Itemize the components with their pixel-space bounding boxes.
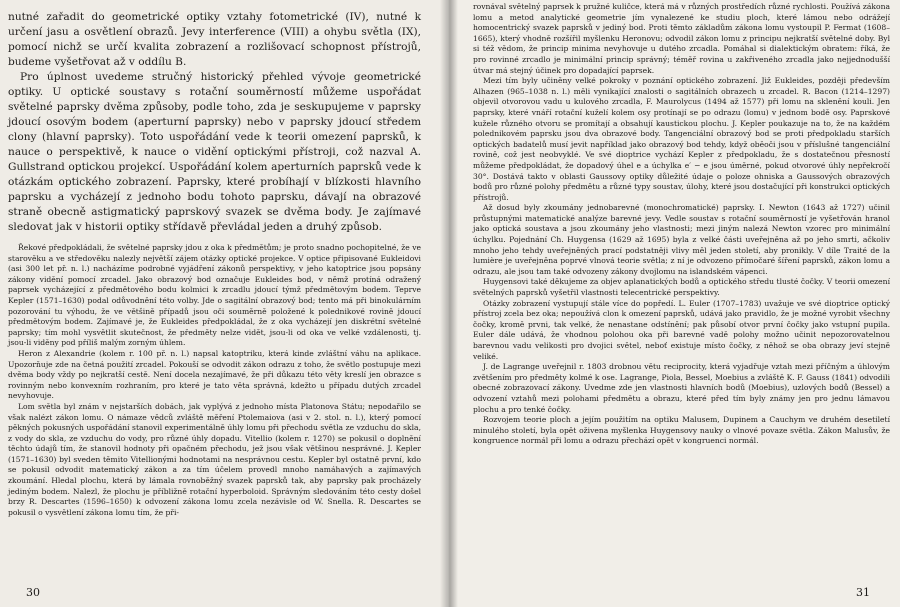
paragraph: Řekové předpokládali, že světelné paprsky jdou z oka k předmětům; je proto snadno pochopitelné, že ve starověku a ve středověku nalezly největší zájem otázky optické projekce. V optice připisované Eukleidovi (asi 300 let př. n. l.) nacházíme podrobné vyjádření zákonů perspektivy, v jeho katoptrice jsou popsány zákony vidění pomocí zrcadel. Jako obrazový bod označuje Eukleides bod, v němž protíná odražený paprsek vycházející z předmětového bodu kolmici k zrcadlu jdoucí týmž předmětovým bodem. Teprve Kepler (1571–1630) podal odůvodnění této volby. Jde o sagitální obrazový bod; tento má při binokulárním pozorování tu výhodu, že ve většině případů jsou oči souměrně položené k polednikové rovině jdoucí předmětovým bodem. Zajímavé je, že Eukleides předpokládal, že z oka vycházejí jen diskrétní světelné paprsky; tím mohl vysvětlit skutečnost, že předměty nelze vidět, jsou-li od oka ve velké vzdálenosti, tj. jsou-li viděny pod příliš malým zorným úhlem. [8,243,421,348]
paragraph: rovnával světelný paprsek k pružné kuličce, která má v různých prostředích různé rychlosti. Používá zákona lomu a metod analytické geometrie jím vynalezené ke studiu ploch, které lámou nebo odrážejí homocentrický svazek paprsků v jediný bod. Proti těmto základům zákona lomu vystoupil P. Fermat (1608–1665), který vhodně rozšířil myšlenku Heronovu; odvodil zákon lomu z principu nejkratší světelné doby. Byl si též vědom, že princip minima nevyhovuje u dutého zrcadla. Pomáhal si dialektickým obratem: říká, že pro rovinné zrcadlo je minimální princip správný; téměř rovina u zakřiveného zrcadla jako nejjednodušší útvar má stejný účinek pro dopadající paprsek. [473,2,890,75]
paragraph: Až dosud byly zkoumány jednobarevné (monochromatické) paprsky. I. Newton (1643 až 1727) učinil průstupnými matematické analýze barevné jevy. Vedle soustav s rotační souměrností je vyšetřován hranol jako optická soustava a jsou zkoumány jeho vlastnosti; mezi jiným nalezá Newton vzorec pro minimální úchylku. Pojednání Ch. Huygensa (1629 až 1695) byla z velké části uveřejněna až po jeho smrti, ačkoliv mnoho jeho tehdy uveřejněných prací podstatněji vlivy měl jeden století, aby pronikly. V díle Traité de la lumière je uveřejněna poprvé vlnová teorie světla; z ní je odvozeno přímočaré šíření paprsků, zákon lomu a odrazu, ale jsou tam také odvozeny zákony dvojlomu na islandském vápenci. [473,203,890,276]
page-number: 30 [26,586,40,599]
large-type-section [8,10,421,235]
paragraph: Otázky zobrazení vystupují stále více do popředí. L. Euler (1707–1783) uvažuje ve své dioptrice optický přístroj zcela bez oka; nepoužívá clon k omezení paprsků, udává jako pravidlo, že je možné vyrobit všechny čočky, kromě prvni, tak velké, že nenastane odstínění; pak působí otvor první čočky jako vstupní pupila. Euler dále udává, že vhodnou polohou oka při barevné vadě polohy možno učinit nepozorovatelnou barevnou vadu velikosti pro dvojici světel, neboť existuje místo čočky, z něhož se oba obrazy jeví stejně veliké. [473,298,890,361]
paragraph: Mezi tím byly učiněny velké pokroky v poznání optického zobrazení. Již Eukleides, později především Alhazen (965–1038 n. l.) měli vynikající znalosti o sagitálních obrazech u zrcadel. R. Bacon (1214–1297) objevil otvorovou vadu u kulového zrcadla, F. Maurolycus (1494 až 1577) při lomu na sklenění kouli. Jen paprsky, které vnáří rotační kuželí kolem osy protínají se po odrazu (lomu) v jednom bodě osy. Paprskové kužele různého otvoru se promítají a obsahují kaustickou plochu. J. Kepler poukazuje na to, že na každém polednikovém paprsku jsou dva obrazové body. Tangenciální obrazový bod se proti předpokladu starších optických badatelů musí jevit například jako obrazový bod tehdy, když oběoči jsou v příslušné tangenciální rovině, což jest neobvyklé. Ve své dioptrice vychází Kepler z předpokladu, že s dostatečnou přesností můžeme předpokládat, že dopadový úhel e a úchylka e′ − e jsou úměrné, pokud otvorové úhly nepřekročí 30°. Dostává takto v oblasti Gaussovy optiky důležité údaje o poloze ohniska a Gaussových obrazových bodů pro různé polohy předmětu a různé typy soustav, úlohy, které jsou dostačující při konstrukci optických přístrojů. [473,76,890,202]
small-type-section [473,2,890,447]
paragraph: nutné zařadit do geometrické optiky vztahy fotometrické (IV), nutné k určení jasu a osvětlení obrazů. Jevy interference (VIII) a ohybu světla (IX), pomocí nichž se určí kvalita zobrazení a rozlišovací schopnost přístrojů, budeme vyšetřovat až v oddílu B. [8,11,421,68]
left-page [0,0,447,607]
small-type-section [8,243,421,518]
page-number: 31 [856,586,870,599]
paragraph: Huygensovi také děkujeme za objev aplanatických bodů a optického středu tlusté čočky. V teorii omezení světelných paprsků vyšetřil vlastnosti telecentrické perspektivy. [473,277,890,298]
paragraph: Pro úplnost uvedeme stručný historický přehled vývoje geometrické optiky. U optické soustavy s rotační souměrností můžeme uspořádat světelné paprsky dvěma způsoby, podle toho, zda je seskupujeme v paprsky jdoucí osovým bodem (aperturní paprsky) nebo v paprsky jdoucí středem clony (hlavní paprsky). Toto uspořádání vede k teorii omezení paprsků, k nauce o perspektivě, k nauce o vidění optickými přístroji, což nazval A. Gullstrand optickou projekcí. Uspořádání kolem aperturních paprsků vede k otázkám optického zobrazení. Paprsky, které probíhají v blízkosti hlavního paprsku a vycházejí z jednoho bodu tohoto paprsku, dávají na obrazové straně obecně astigmatický paprskový svazek se dvěma body. Je zajímavé sledovat jak v historii optiky střídavě převládal jeden a druhý způsob. [8,71,421,233]
paragraph: Rozvojem teorie ploch a jejím použitím na optiku Malusem, Dupinem a Cauchym ve druhém desetiletí minulého století, byla opět oživena myšlenka Huygensovy nauky o vlnové povaze světla. Zákon Malusův, že kongruence normál při lomu a odrazu přechází opět v kongruenci normál. [473,415,890,446]
paragraph: Heron z Alexandrie (kolem r. 100 př. n. l.) napsal katoptriku, která kinde zvláštní váhu na aplikace. Upozorňuje zde na četná použití zrcadel. Pokouší se odvodit zákon odrazu z toho, že světlo postupuje mezi dvěma body vždy po nejkratší cestě. Není docela nezajímavé, že při důkazu této věty kreslí jen obrazce s rovinným nebo konvexním rozhraním, pro které je tato věta správná, kdežto u případu dutých zrcadel nevyhovuje. [8,348,421,401]
right-page [447,0,900,607]
paragraph: Lom světla byl znám v nejstarších dobách, jak vyplývá z jednoho místa Platonova Státu; nepodařilo se však nalézt zákon lomu. O námaze vědců zvláště měření Ptolemaiova (asi v 2. stol. n. l.), který pomocí pěkných pokusných uspořádání stanovil experimentálně úhly lomu při přechodu světla ze vzduchu do skla, z vody do skla, ze vzduchu do vody, pro různé úhly dopadu. Vitellio (kolem r. 1270) se pokusil o doplnění těchto údajů tím, že stanovil hodnoty při opačném přechodu, jež jsou však většinou nesprávné. J. Kepler (1571–1630) byl sveden těmito Vitellionými hodnotami na nesprávnou cestu. Kepler byl ostatně první, kdo se pokusil odvodit matematický zákon a za tím účelem provedl mnoho namáhavých a zajímavých zkoumání. Hledal plochu, která by lámala rovnoběžný svazek paprsků tak, aby paprsky pak procházely jediným bodem. Nalezl, že plochu je příbližně rotační hyperboloid. Správným sledováním této cesty došel brzy R. Descartes (1596–1650) k odvození zákona lomu zcela nezávisle od W. Snella. R. Descartes se pokusil o vysvětlení zákona lomu tím, že při- [8,401,421,517]
paragraph: J. de Lagrange uveřejnil r. 1803 drobnou větu reciprocity, která vyjadřuje vztah mezi příčným a úhlovým zvětšením pro předměty kolmé k ose. Lagrange, Piola, Bessel, Moebius a zvláště K. F. Gauss (1841) odvodili obecné zobrazovací zákony. Uvedme zde jen vlastnosti hlavních bodů (Moebius), uzlových bodů (Bessel) a odvození vztahů mezi polohami předmětu a obrazu, které před tím byly známy jen pro jednu lámavou plochu a pro tenké čočky. [473,362,890,414]
